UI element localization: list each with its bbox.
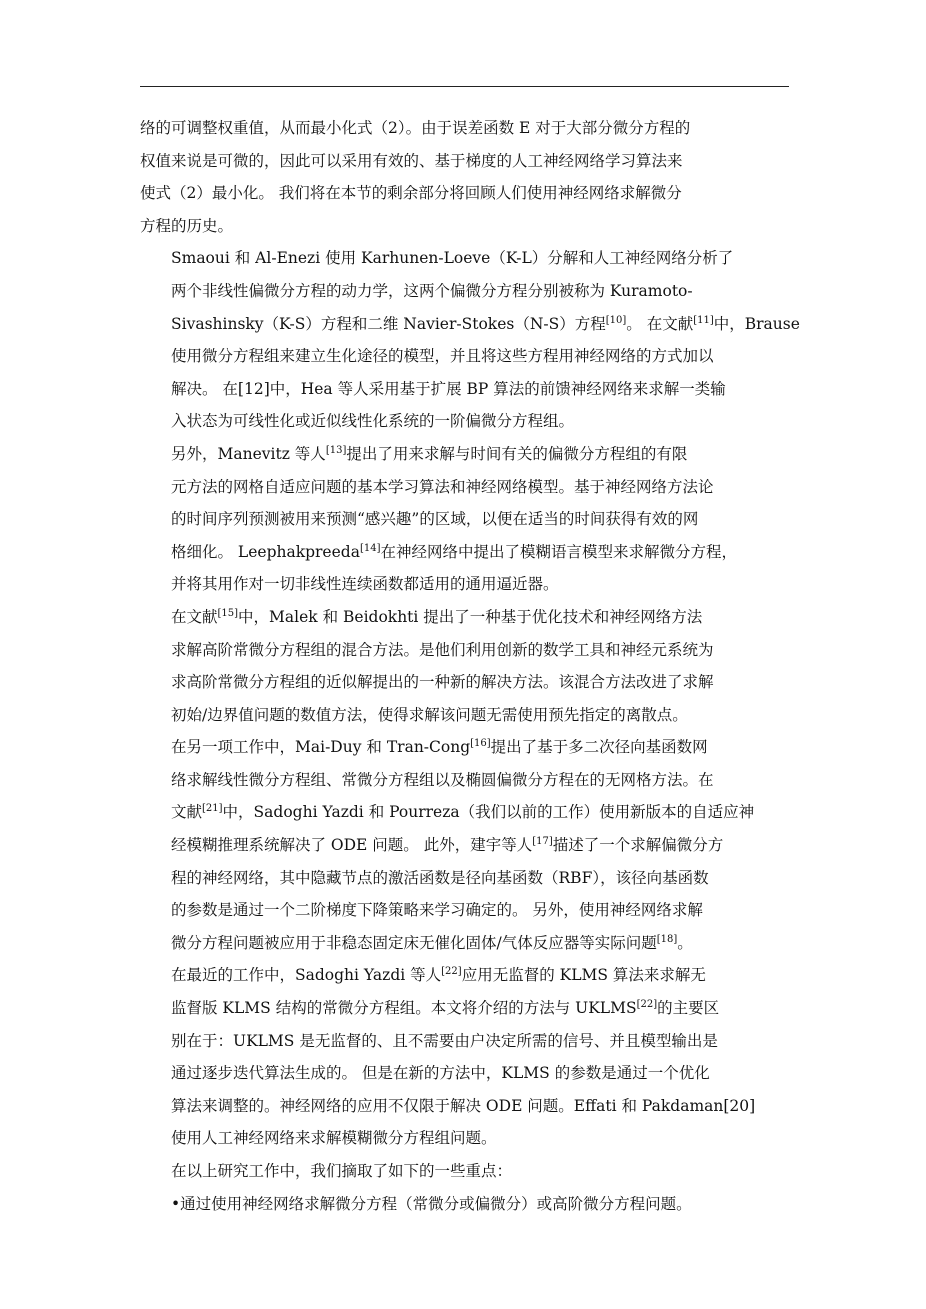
citation-marker: [14] bbox=[359, 542, 381, 554]
header-rule bbox=[140, 86, 789, 87]
text-line: 文献[21]中，Sadoghi Yazdi 和 Pourreza（我们以前的工作）使用新版本的自适应神 bbox=[171, 803, 755, 822]
text-line: 入状态为可线性化或近似线性化系统的一阶偏微分方程组。 bbox=[171, 412, 575, 431]
paragraph bbox=[140, 959, 789, 1155]
text-line: 的时间序列预测被用来预测“感兴趣”的区域，以便在适当的时间获得有效的网 bbox=[171, 510, 699, 529]
text-line: 求高阶常微分方程组的近似解提出的一种新的解决方法。该混合方法改进了求解 bbox=[171, 673, 714, 692]
text-line: 解决。 在[12]中，Hea 等人采用基于扩展 BP 算法的前馈神经网络来求解一类输 bbox=[171, 379, 726, 398]
text-line: 格细化。 Leephakpreeda[14]在神经网络中提出了模糊语言模型来求解微分方程， bbox=[171, 542, 737, 561]
text-line: 监督版 KLMS 结构的常微分方程组。本文将介绍的方法与 UKLMS[22]的主要区 bbox=[171, 998, 720, 1018]
text-line: Smaoui 和 Al-Enezi 使用 Karhunen-Loeve（K-L）分解和人工神经网络分析了 bbox=[171, 249, 734, 268]
text-line: 别在于：UKLMS 是无监督的、且不需要由户决定所需的信号、并且模型输出是 bbox=[171, 1031, 718, 1050]
text-line: 程的神经网络，其中隐藏节点的激活函数是径向基函数（RBF），该径向基函数 bbox=[171, 868, 709, 887]
text-line: 络的可调整权重值，从而最小化式（2）。由于误差函数 E 对于大部分微分方程的 bbox=[140, 119, 691, 137]
text-line: 元方法的网格自适应问题的基本学习算法和神经网络模型。基于神经网络方法论 bbox=[171, 477, 714, 496]
text-line: 络求解线性微分方程组、常微分方程组以及椭圆偏微分方程在的无网格方法。在 bbox=[171, 770, 714, 789]
text-line: 求解高阶常微分方程组的混合方法。是他们利用创新的数学工具和神经元系统为 bbox=[171, 640, 714, 659]
text-line: 微分方程问题被应用于非稳态固定床无催化固体/气体反应器等实际问题[18]。 bbox=[171, 933, 693, 952]
text-line: 并将其用作对一切非线性连续函数都适用的通用逼近器。 bbox=[171, 575, 559, 594]
paragraph bbox=[140, 1155, 789, 1188]
citation-marker: [17] bbox=[532, 835, 553, 847]
text-line: 使用人工神经网络来求解模糊微分方程组问题。 bbox=[171, 1129, 497, 1148]
citation-marker: [22] bbox=[636, 998, 658, 1010]
citation-marker: [21] bbox=[202, 803, 223, 815]
paragraph bbox=[140, 601, 789, 731]
text-line: 方程的历史。 bbox=[140, 216, 234, 235]
text-line: 在文献[15]中，Malek 和 Beidokhti 提出了一种基于优化技术和神经网络方法 bbox=[171, 607, 703, 626]
text-line: 经模糊推理系统解决了 ODE 问题。 此外，建宇等人[17]描述了一个求解偏微分方 bbox=[171, 835, 724, 855]
text-line: 在以上研究工作中，我们摘取了如下的一些重点： bbox=[171, 1162, 513, 1180]
citation-marker: [16] bbox=[470, 738, 491, 750]
citation-marker: [22] bbox=[441, 966, 462, 978]
text-line: 另外，Manevitz 等人[13]提出了用来求解与时间有关的偏微分方程组的有限 bbox=[171, 444, 688, 463]
paragraph bbox=[140, 1188, 789, 1221]
text-line: Sivashinsky（K-S）方程和二维 Navier-Stokes（N-S）方程[10]。 在文献[11]中，Brause bbox=[171, 314, 800, 333]
citation-marker: [15] bbox=[217, 607, 239, 619]
paragraph bbox=[140, 112, 789, 242]
text-line: 在另一项工作中，Mai-Duy 和 Tran-Cong[16]提出了基于多二次径向基函数网 bbox=[171, 738, 708, 757]
paragraph bbox=[140, 438, 789, 601]
citation-marker: [10] bbox=[605, 314, 627, 326]
text-line: 两个非线性偏微分方程的动力学，这两个偏微分方程分别被称为 Kuramoto- bbox=[171, 281, 693, 300]
paragraph bbox=[140, 242, 800, 438]
text-line: 算法来调整的。神经网络的应用不仅限于解决 ODE 问题。Effati 和 Pakdaman[20] bbox=[171, 1096, 756, 1115]
text-line: 初始/边界值问题的数值方法，使得求解该问题无需使用预先指定的离散点。 bbox=[171, 705, 688, 724]
citation-marker: [18] bbox=[656, 933, 678, 945]
text-line: 使式（2）最小化。 我们将在本节的剩余部分将回顾人们使用神经网络求解微分 bbox=[140, 184, 682, 203]
text-line: 在最近的工作中，Sadoghi Yazdi 等人[22]应用无监督的 KLMS 算法来求解无 bbox=[171, 966, 706, 985]
citation-marker: [13] bbox=[325, 444, 347, 456]
text-line: 使用微分方程组来建立生化途径的模型，并且将这些方程用神经网络的方式加以 bbox=[171, 347, 714, 366]
text-line: 权值来说是可微的，因此可以采用有效的、基于梯度的人工神经网络学习算法来 bbox=[140, 151, 683, 170]
text-line: 的参数是通过一个二阶梯度下降策略来学习确定的。 另外，使用神经网络求解 bbox=[171, 901, 703, 920]
text-line: 通过逐步迭代算法生成的。 但是在新的方法中，KLMS 的参数是通过一个优化 bbox=[171, 1064, 710, 1083]
body-text bbox=[140, 112, 800, 1220]
text-line: •通过使用神经网络求解微分方程（常微分或偏微分）或高阶微分方程问题。 bbox=[171, 1194, 692, 1213]
citation-marker: [11] bbox=[693, 314, 714, 326]
paragraph bbox=[140, 731, 789, 959]
